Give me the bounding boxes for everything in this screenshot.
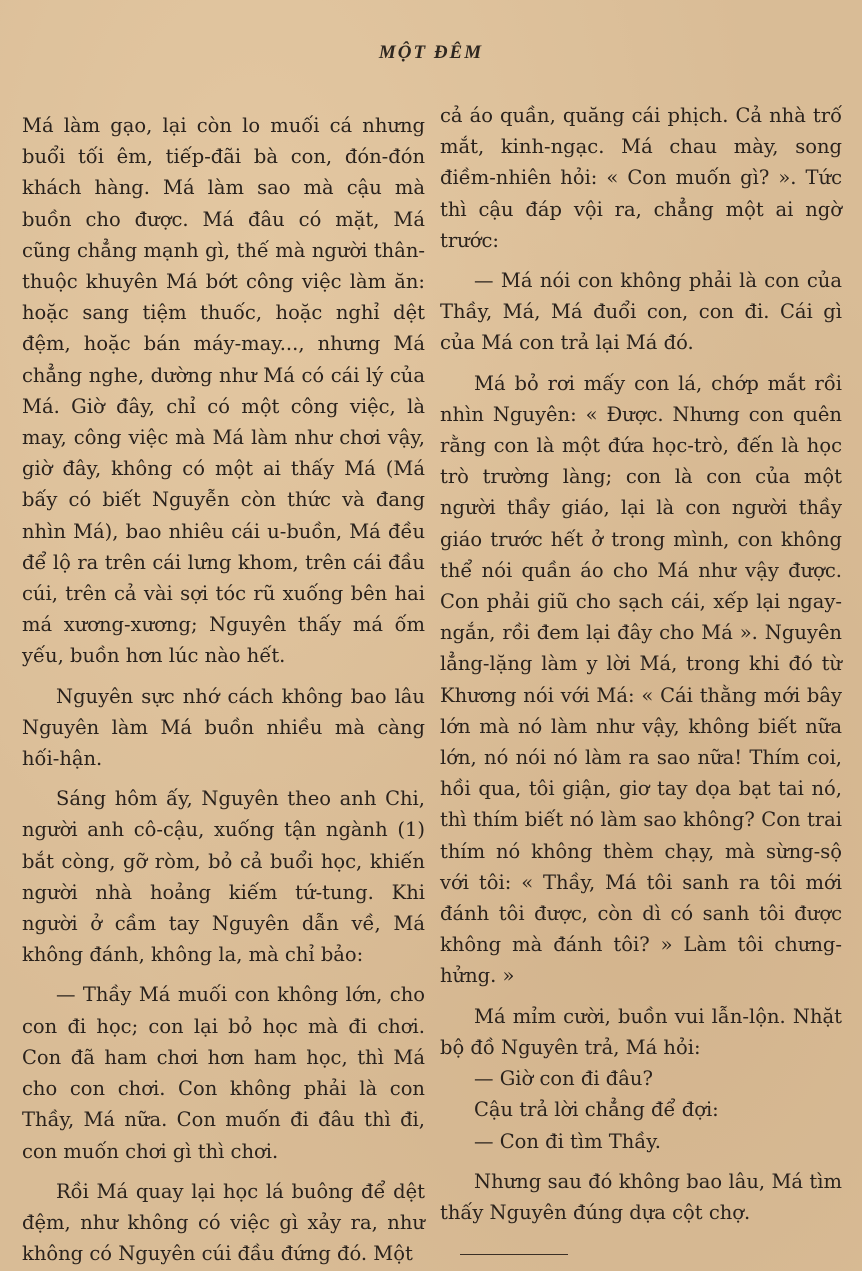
paragraph: — Má nói con không phải là con của Thầy, Má, Má đuổi con, con đi. Cái gì của Má con trả lại Má đó. <box>440 269 842 355</box>
paragraph: cả áo quần, quăng cái phịch. Cả nhà trố mắt, kinh-ngạc. Má chau mày, song điềm-nhiên hỏi: « Con muốn gì? ». Tức thì cậu đáp vội ra, chẳng một ai ngờ trước: <box>440 104 842 252</box>
paragraph: — Con đi tìm Thầy. <box>474 1129 661 1153</box>
paragraph: Má làm gạo, lại còn lo muối cá nhưng buổi tối êm, tiếp-đãi bà con, đón-đón khách hàng. Má làm sao mà cậu mà buồn cho được. Má đâu có mặt, Má cũng chẳng mạnh gì, thế mà người thân-thuộc khuyên Má bớt công việc làm ăn: hoặc sang tiệm thuốc, hoặc nghỉ dệt đệm, hoặc bán máy-may..., nhưng Má chẳng nghe, dường như Má có cái lý của Má. Giờ đây, chỉ có một công việc, là may, công việc mà Má làm như chơi vậy, giờ đây, không có một ai thấy Má (Má bấy có biết Nguyễn còn thức và đang nhìn Má), bao nhiêu cái u-buồn, Má đều để lộ ra trên cái lưng khom, trên cái đầu cúi, trên cả vài sợi tóc rũ xuống bên hai má xương-xương; Nguyên thấy má ốm yếu, buồn hơn lúc nào hết. <box>22 114 425 668</box>
paragraph: Má bỏ rơi mấy con lá, chớp mắt rồi nhìn Nguyên: « Được. Nhưng con quên rằng con là một đứa học-trò, đến là học trò trường làng; con là con của một người thầy giáo, lại là con người thầy giáo trước hết ở trong mình, con không thể nói quần áo cho Má như vậy được. Con phải giũ cho sạch cái, xếp lại ngay-ngắn, rồi đem lại đây cho Má ». Nguyên lẳng-lặng làm y lời Má, trong khi đó từ Khương nói với Má: « Cái thằng mới bây lớn mà nó làm như vậy, không biết nữa lớn, nó nói nó làm ra sao nữa! Thím coi, hồi qua, tôi giận, giơ tay dọa bạt tai nó, thì thím biết nó làm sao không? Con trai thím nó không thèm chạy, mà sừng-sộ với tôi: « Thầy, Má tôi sanh ra tôi mới đánh tôi được, còn dì có sanh tôi được không mà đánh tôi? » Làm tôi chưng-hửng. » <box>440 371 842 988</box>
paragraph: Rồi Má quay lại học lá buông để dệt đệm, như không có việc gì xảy ra, như không có Nguyên cúi đầu đứng đó. Một <box>22 1179 425 1266</box>
paragraph: Má mỉm cười, buồn vui lẫn-lộn. Nhặt bộ đồ Nguyên trả, Má hỏi: <box>440 1004 842 1059</box>
paragraph: Cậu trả lời chẳng để đợi: <box>474 1098 719 1122</box>
footnote-rule <box>460 1254 568 1255</box>
right-column <box>440 100 842 1228</box>
paragraph: Sáng hôm ấy, Nguyên theo anh Chi, người anh cô-cậu, xuống tận ngành (1) bắt còng, gỡ ròm, bỏ cả buổi học, khiến người nhà hoảng kiếm tứ-tung. Khi người ở cầm tay Nguyên dẫn về, Má không đánh, không la, mà chỉ bảo: <box>22 787 425 967</box>
left-column <box>22 110 425 1269</box>
paragraph: Nhưng sau đó không bao lâu, Má tìm thấy Nguyên đúng dựa cột chợ. <box>440 1169 842 1224</box>
page-header: MỘT ĐÊM <box>378 42 484 63</box>
paragraph: — Giờ con đi đâu? <box>474 1067 653 1091</box>
paragraph: Nguyên sực nhớ cách không bao lâu Nguyên làm Má buồn nhiều mà càng hối-hận. <box>22 684 425 771</box>
paragraph: — Thầy Má muối con không lớn, cho con đi học; con lại bỏ học mà đi chơi. Con đã ham chơi hơn ham học, thì Má cho con chơi. Con không phải là con Thầy, Má nữa. Con muốn đi đâu thì đi, con muốn chơi gì thì chơi. <box>22 983 425 1163</box>
